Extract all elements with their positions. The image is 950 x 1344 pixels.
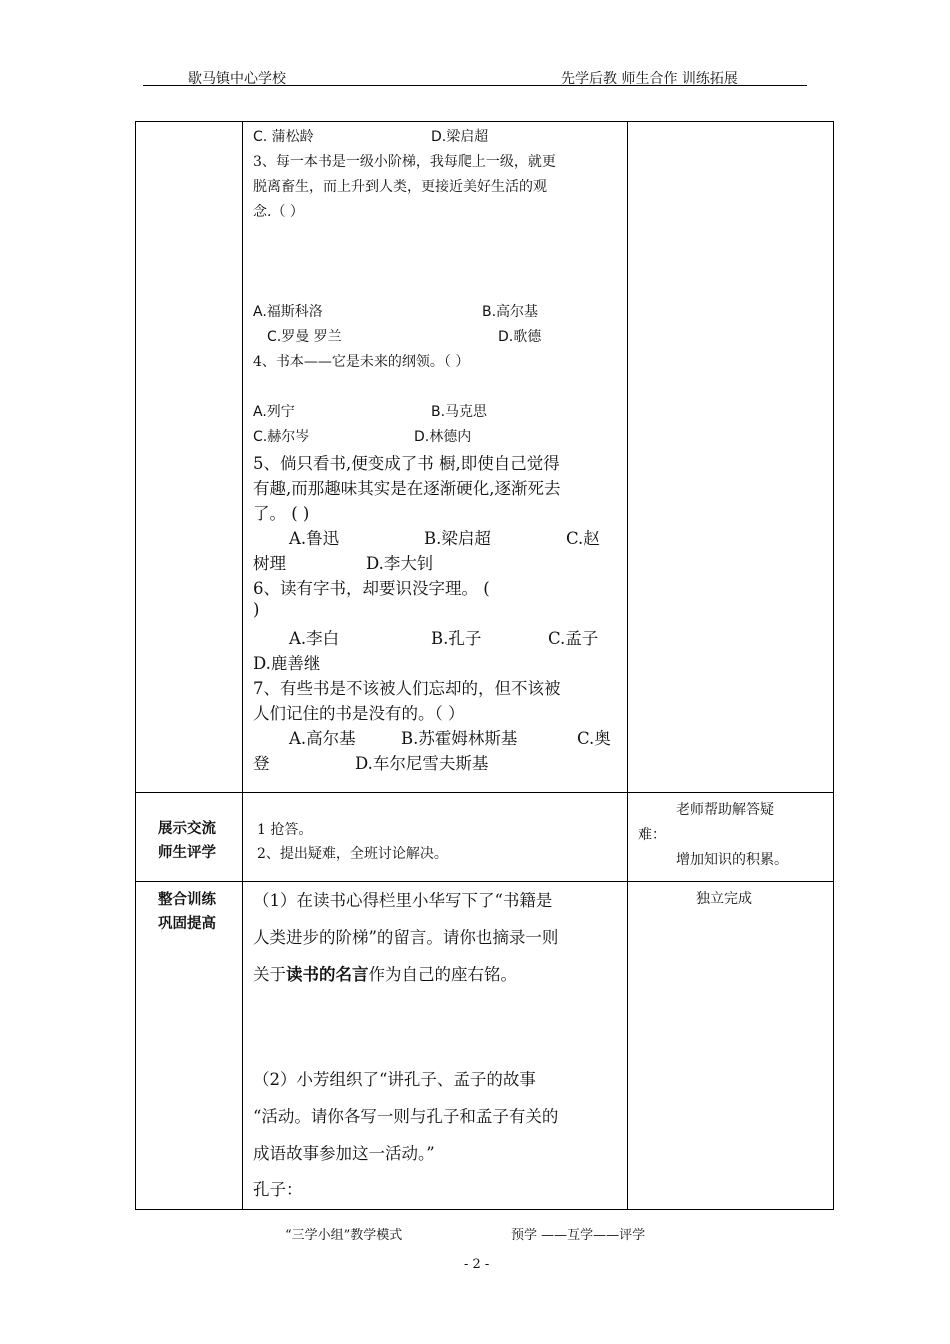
- option-b: B.马克思: [431, 404, 488, 420]
- option-c-continued: 登: [253, 754, 270, 773]
- option-d: D.歌德: [498, 329, 542, 345]
- question-3-blank: 念.（ ）: [253, 204, 304, 220]
- option-a: A.李白: [289, 629, 340, 648]
- option-c: C.孟子: [548, 629, 599, 648]
- option-c: C.赵: [566, 529, 600, 548]
- option-b: B.苏霍姆林斯基: [401, 729, 518, 748]
- exchange-step: 1 抢答。: [257, 822, 313, 838]
- question-5-blank: 了。 ( ): [253, 504, 310, 523]
- exercise-1-text: 作为自己的座右铭。: [368, 965, 517, 984]
- option-c-continued: 树理: [253, 554, 286, 573]
- reading-label-cell: [136, 122, 243, 793]
- option-a: A.福斯科洛: [253, 304, 323, 320]
- header-motto: 先学后教 师生合作 训练拓展: [561, 71, 738, 87]
- option-d: D.林德内: [414, 429, 472, 445]
- option-b: B.高尔基: [482, 304, 539, 320]
- section-label: 巩固提高: [158, 916, 216, 932]
- question-3-line: 脱离畜生，而上升到人类，更接近美好生活的观: [253, 179, 547, 195]
- teacher-note: 老师帮助解答疑: [676, 802, 774, 818]
- exercise-1: （1）在读书心得栏里小华写下了“书籍是: [253, 891, 553, 910]
- option-d: D.梁启超: [431, 129, 489, 145]
- exchange-step: 2、提出疑难，全班讨论解决。: [257, 846, 448, 862]
- question-3: 3、每一本书是一级小阶梯，我每爬上一级，就更: [253, 154, 556, 170]
- exercise-2-line: 成语故事参加这一活动。”: [253, 1144, 435, 1163]
- exercise-1-line: [253, 961, 517, 985]
- option-c: C.奥: [577, 729, 611, 748]
- exercise-2: （2）小芳组织了“讲孔子、孟子的故事: [253, 1070, 536, 1089]
- option-a: A.列宁: [253, 404, 295, 420]
- option-c: C. 蒲松龄: [253, 129, 314, 145]
- option-d: D.车尔尼雪夫斯基: [355, 754, 489, 773]
- footer-mode: “三学小组”教学模式: [285, 1228, 403, 1243]
- answer-prompt: 孔子：: [253, 1180, 303, 1199]
- section-label: 展示交流: [158, 821, 216, 837]
- lesson-table: [135, 121, 834, 1210]
- question-5: 5、倘只看书,便变成了书 橱,即使自己觉得: [253, 454, 560, 473]
- reading-row: [136, 122, 834, 793]
- teacher-note: 独立完成: [696, 891, 752, 907]
- reading-notes-cell: [628, 122, 834, 793]
- teacher-note: 难：: [638, 827, 666, 843]
- option-a: A.鲁迅: [289, 529, 340, 548]
- exercise-1-line: 人类进步的阶梯”的留言。请你也摘录一则: [253, 928, 559, 947]
- footer-flow: 预学 ——互学——评学: [511, 1228, 646, 1243]
- option-c: C.赫尔岑: [253, 429, 310, 445]
- exchange-content-cell: [243, 793, 628, 882]
- section-label: 整合训练: [158, 892, 216, 908]
- section-label: 师生评学: [158, 845, 216, 861]
- exchange-note-cell: [628, 793, 834, 882]
- question-4: 4、书本——它是未来的纲领。（ ）: [253, 354, 470, 370]
- exchange-row: [136, 793, 834, 882]
- option-a: A.高尔基: [289, 729, 356, 748]
- exchange-label-cell: [136, 793, 243, 882]
- question-6: 6、读有字书，却要识没字理。 (: [253, 579, 490, 598]
- exercise-2-line: “活动。请你各写一则与孔子和孟子有关的: [253, 1107, 559, 1126]
- option-d: D.鹿善继: [253, 654, 321, 673]
- training-row: [136, 882, 834, 1210]
- question-7: 7、有些书是不该被人们忘却的，但不该被: [253, 679, 561, 698]
- question-7-blank: 人们记住的书是没有的。（ ）: [253, 704, 465, 723]
- reading-questions-cell: [243, 122, 628, 793]
- option-c: C.罗曼 罗兰: [267, 329, 342, 345]
- question-5-line: 有趣,而那趣味其实是在逐渐硬化,逐渐死去: [253, 479, 561, 498]
- question-6-blank: ): [253, 600, 260, 619]
- training-note-cell: [628, 882, 834, 1210]
- option-d: D.李大钊: [366, 554, 434, 573]
- option-b: B.梁启超: [424, 529, 491, 548]
- option-b: B.孔子: [431, 629, 482, 648]
- training-label-cell: [136, 882, 243, 1210]
- header-rule: [143, 85, 807, 86]
- training-content-cell: [243, 882, 628, 1210]
- teacher-note: 增加知识的积累。: [676, 852, 788, 868]
- exercise-1-emphasis: 读书的名言: [286, 965, 369, 984]
- page-number: - 2 -: [464, 1257, 490, 1272]
- exercise-1-text: 关于: [253, 965, 286, 984]
- header-school: 歇马镇中心学校: [188, 71, 286, 87]
